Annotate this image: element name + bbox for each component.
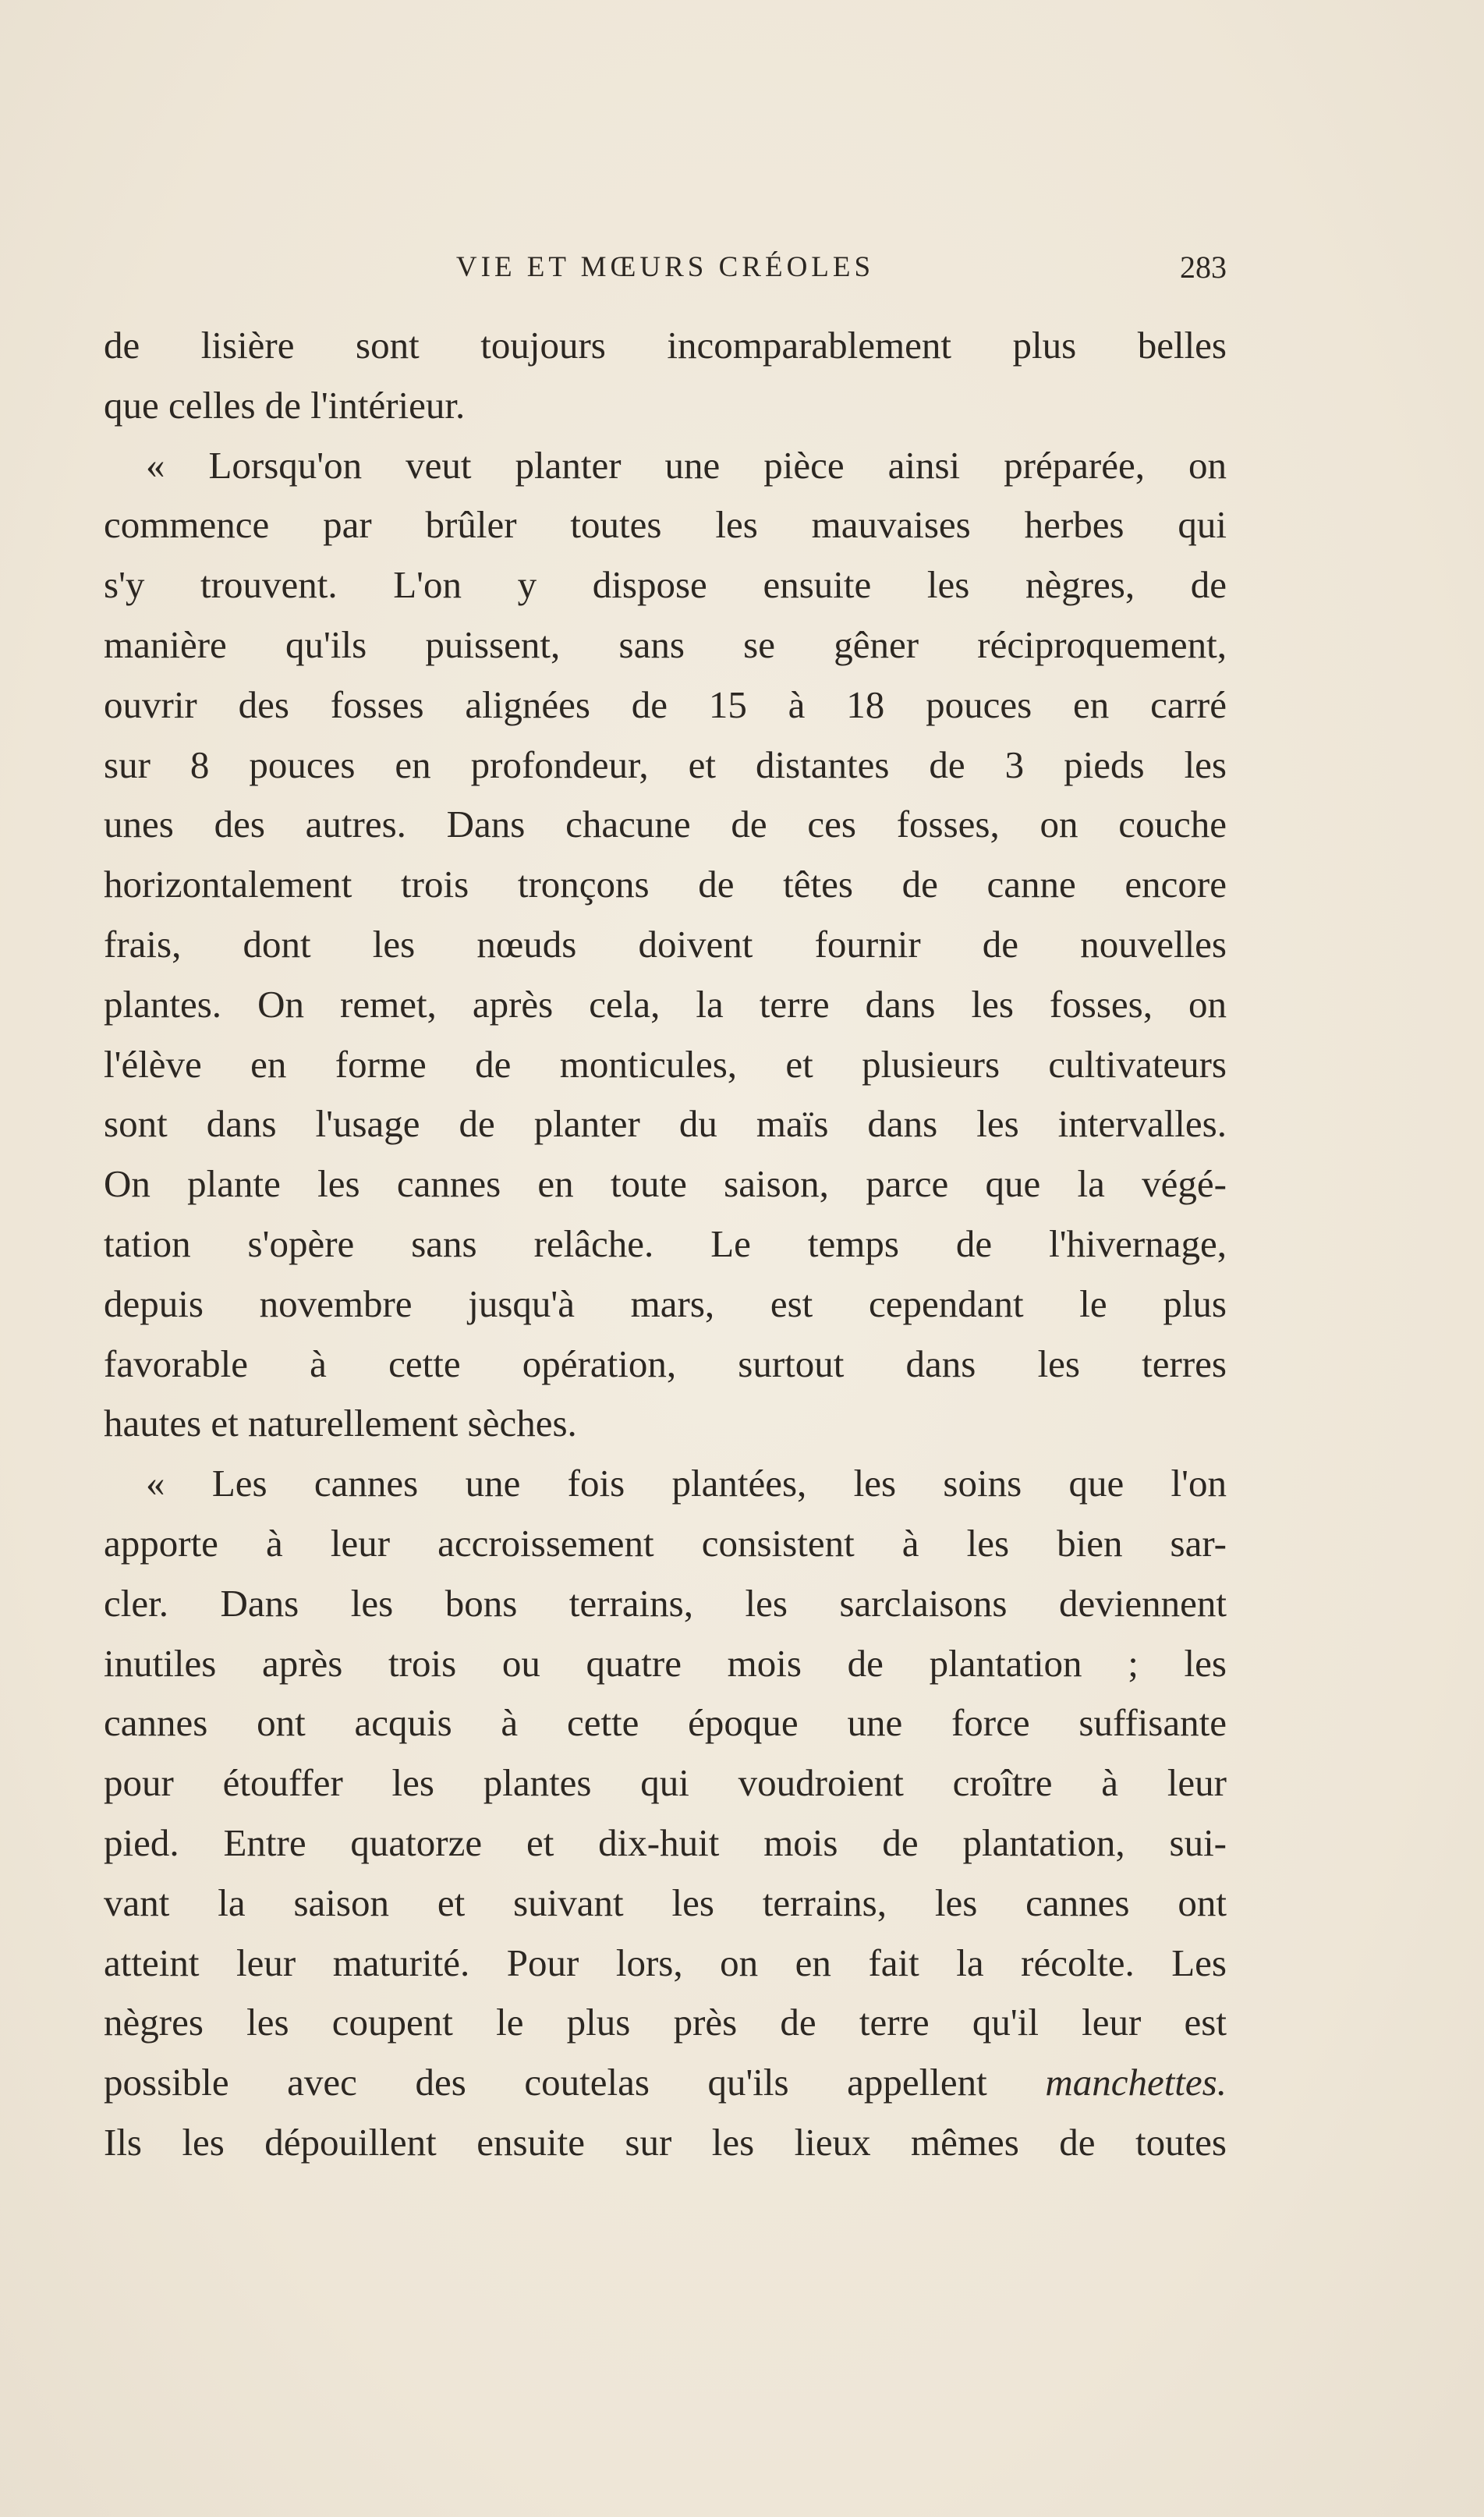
text-line: commence par brûler toutes les mauvaises herbes qui [104,503,1227,547]
text-line: s'y trouvent. L'on y dispose ensuite les nègres, de [104,563,1227,607]
text-line: depuis novembre jusqu'à mars, est cependant le plus [104,1282,1227,1325]
text-segment: possible avec des coutelas qu'ils appellent [104,2061,1046,2104]
paragraph-start-line: « Lorsqu'on veut planter une pièce ainsi préparée, on [146,443,1227,487]
text-line: frais, dont les nœuds doivent fournir de nouvelles [104,922,1227,966]
page-number: 283 [1180,250,1227,285]
text-line: pour étouffer les plantes qui voudroient croître à leur [104,1761,1227,1805]
text-line: tation s'opère sans relâche. Le temps de l'hivernage, [104,1221,1227,1265]
text-line: sur 8 pouces en profondeur, et distantes de 3 pieds les [104,743,1227,786]
text-line: pied. Entre quatorze et dix-huit mois de plantation, sui- [104,1820,1227,1864]
text-line: unes des autres. Dans chacune de ces fosses, on couche [104,803,1227,846]
italic-term: manchettes. [1045,2061,1227,2104]
text-line: horizontalement trois tronçons de têtes de canne encore [104,863,1227,906]
text-line: On plante les cannes en toute saison, parce que la végé- [104,1162,1227,1206]
text-line: sont dans l'usage de planter du maïs dans les intervalles. [104,1102,1227,1146]
text-line: favorable à cette opération, surtout dans les terres [104,1342,1227,1385]
text-line: cler. Dans les bons terrains, les sarclaisons deviennent [104,1581,1227,1625]
text-line: cannes ont acquis à cette époque une force suffisante [104,1701,1227,1745]
text-line: de lisière sont toujours incomparablement plus belles [104,324,1227,367]
text-line [104,2053,1227,2113]
body-text [104,316,1227,2173]
paragraph-start-line: « Les cannes une fois plantées, les soins que l'on [146,1462,1227,1505]
text-line: Ils les dépouillent ensuite sur les lieux mêmes de toutes [104,2120,1227,2164]
text-line: apporte à leur accroissement consistent à les bien sar- [104,1521,1227,1565]
text-line: ouvrir des fosses alignées de 15 à 18 pouces en carré [104,682,1227,726]
text-line: vant la saison et suivant les terrains, les cannes ont [104,1881,1227,1924]
page-header [104,248,1227,287]
text-line: l'élève en forme de monticules, et plusieurs cultivateurs [104,1042,1227,1086]
text-line: atteint leur maturité. Pour lors, on en fait la récolte. Les [104,1941,1227,1984]
text-line: que celles de l'intérieur. [104,383,466,427]
text-line: plantes. On remet, après cela, la terre dans les fosses, on [104,982,1227,1026]
text-line: nègres les coupent le plus près de terre qu'il leur est [104,2001,1227,2044]
text-line: inutiles après trois ou quatre mois de plantation ; les [104,1641,1227,1685]
text-line: manière qu'ils puissent, sans se gêner réciproquement, [104,622,1227,666]
running-title: VIE ET MŒURS CRÉOLES [455,251,875,283]
text-line: hautes et naturellement sèches. [104,1402,577,1445]
